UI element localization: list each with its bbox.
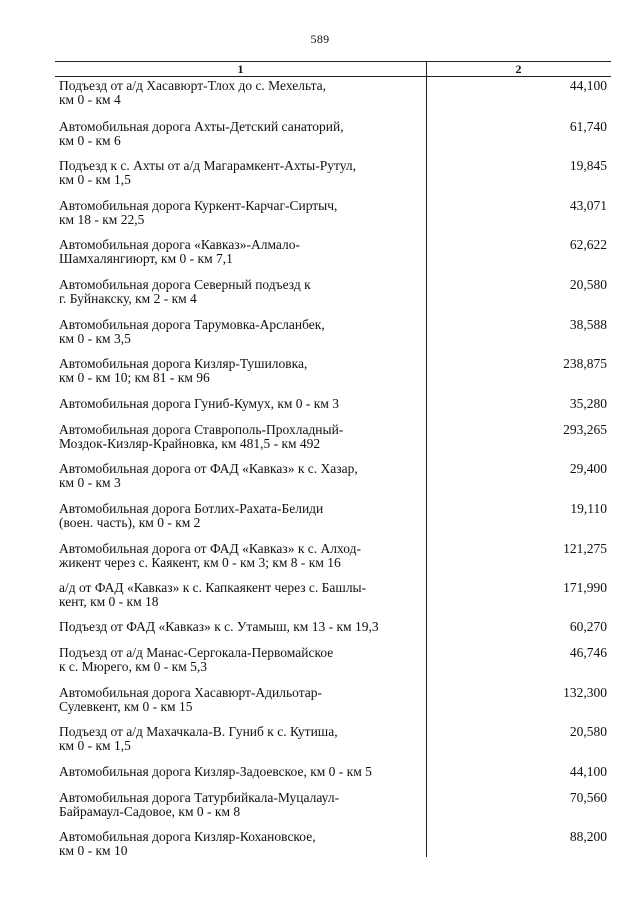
- road-value: 88,200: [569, 829, 607, 844]
- column-divider: [426, 61, 427, 857]
- column-header-1: 1: [237, 62, 244, 76]
- road-name: Подъезд от ФАД «Кавказ» к с. Утамыш, км 13 - км 19,3: [59, 619, 379, 634]
- road-name: Автомобильная дорога Ставрополь-Прохладный- Моздок-Кизляр-Крайновка, км 481,5 - км 492: [59, 422, 344, 451]
- road-name: Автомобильная дорога Ахты-Детский санаторий, км 0 - км 6: [59, 119, 344, 148]
- road-name: Автомобильная дорога Татурбийкала-Муцалаул- Байрамаул-Садовое, км 0 - км 8: [59, 790, 340, 819]
- road-name: Автомобильная дорога Гуниб-Кумух, км 0 - км 3: [59, 396, 340, 411]
- road-name: Автомобильная дорога Тарумовка-Арсланбек, км 0 - км 3,5: [59, 317, 325, 346]
- road-value: 61,740: [569, 119, 607, 134]
- road-value: 238,875: [563, 356, 607, 371]
- road-value: 20,580: [569, 277, 607, 292]
- road-name: Подъезд к с. Ахты от а/д Магарамкент-Ахты-Рутул, км 0 - км 1,5: [59, 158, 356, 187]
- road-value: 29,400: [569, 461, 607, 476]
- road-name: Подъезд от а/д Махачкала-В. Гуниб к с. Кутиша, км 0 - км 1,5: [59, 724, 338, 753]
- road-name: Автомобильная дорога Северный подъезд к г. Буйнакску, км 2 - км 4: [59, 277, 311, 306]
- road-value: 132,300: [563, 685, 607, 700]
- column-header-2: 2: [515, 62, 522, 76]
- road-value: 44,100: [569, 78, 607, 93]
- road-name: Автомобильная дорога Кизляр-Кохановское, км 0 - км 10: [59, 829, 316, 858]
- road-name: Автомобильная дорога от ФАД «Кавказ» к с. Алход- жикент через с. Каякент, км 0 - км 3; км 8 - км 16: [59, 541, 361, 570]
- road-value: 19,845: [569, 158, 607, 173]
- road-name: Автомобильная дорога Кизляр-Тушиловка, км 0 - км 10; км 81 - км 96: [59, 356, 308, 385]
- road-value: 60,270: [569, 619, 607, 634]
- road-value: 43,071: [569, 198, 607, 213]
- road-name: Автомобильная дорога от ФАД «Кавказ» к с. Хазар, км 0 - км 3: [59, 461, 358, 490]
- road-name: Автомобильная дорога Куркент-Карчаг-Сиртыч, км 18 - км 22,5: [59, 198, 338, 227]
- road-value: 19,110: [570, 501, 607, 516]
- road-table: [55, 61, 611, 77]
- page-number: 589: [310, 32, 330, 46]
- road-name: Подъезд от а/д Манас-Сергокала-Первомайское к с. Мюрего, км 0 - км 5,3: [59, 645, 334, 674]
- road-value: 62,622: [569, 237, 607, 252]
- road-name: а/д от ФАД «Кавказ» к с. Капкаякент через с. Башлы- кент, км 0 - км 18: [59, 580, 367, 609]
- road-name: Автомобильная дорога «Кавказ»-Алмало- Шамхалянгиюрт, км 0 - км 7,1: [59, 237, 301, 266]
- road-value: 35,280: [569, 396, 607, 411]
- road-value: 70,560: [569, 790, 607, 805]
- road-name: Автомобильная дорога Ботлих-Рахата-Белиди (воен. часть), км 0 - км 2: [59, 501, 324, 530]
- road-value: 44,100: [569, 764, 607, 779]
- road-value: 20,580: [569, 724, 607, 739]
- road-value: 121,275: [563, 541, 607, 556]
- road-value: 171,990: [563, 580, 607, 595]
- road-value: 38,588: [569, 317, 607, 332]
- road-value: 293,265: [563, 422, 607, 437]
- road-value: 46,746: [569, 645, 607, 660]
- road-name: Автомобильная дорога Кизляр-Задоевское, км 0 - км 5: [59, 764, 372, 779]
- table-header-row: [55, 61, 611, 77]
- road-name: Автомобильная дорога Хасавюрт-Адильотар- Сулевкент, км 0 - км 15: [59, 685, 323, 714]
- road-name: Подъезд от а/д Хасавюрт-Тлох до с. Мехельта, км 0 - км 4: [59, 78, 327, 107]
